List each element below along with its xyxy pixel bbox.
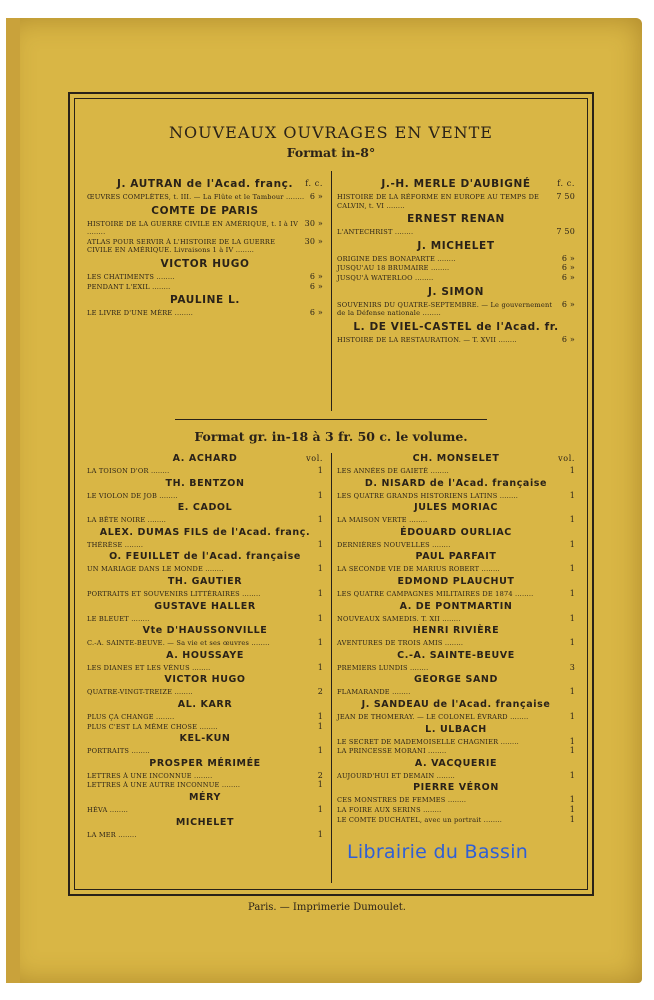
book-title: LES DIANES ET LES VÉNUS ........: [87, 663, 211, 672]
book-entry: [337, 254, 575, 264]
book-title: LA TOISON D'OR ........: [87, 467, 170, 475]
book-price: 6 »: [309, 281, 323, 291]
book-price: 1: [569, 770, 575, 780]
book-entry: [87, 589, 323, 599]
book-price: 1: [317, 466, 323, 475]
book-price: 6 »: [561, 334, 575, 344]
book-price: 1: [317, 662, 323, 672]
book-entry: [87, 564, 323, 574]
book-price: 1: [317, 711, 323, 721]
author-heading: TH. GAUTIER: [167, 575, 243, 587]
column-2: [337, 175, 575, 344]
book-entry: [87, 663, 323, 673]
book-title: LE LIVRE D'UNE MÈRE ........: [87, 309, 194, 318]
book-title: JEAN DE THOMERAY. — LE COLONEL ÉVRARD ........: [337, 712, 529, 721]
book-entry: [337, 712, 575, 722]
author-heading: GEORGE SAND: [414, 674, 498, 686]
author-heading: VICTOR HUGO: [164, 674, 246, 686]
book-entry: [337, 687, 575, 697]
book-title: LE VIOLON DE JOB ........: [87, 491, 178, 500]
author-heading: ÉDOUARD OURLIAC: [400, 526, 512, 538]
book-entry: [337, 227, 575, 237]
book-price: 2: [317, 687, 323, 697]
book-price: 2: [317, 770, 323, 780]
book-entry: [87, 771, 323, 781]
book-title: LE COMTE DUCHATEL, avec un portrait ........: [337, 815, 503, 824]
book-entry: [87, 192, 323, 202]
book-price: 1: [569, 795, 575, 805]
book-title: LES QUATRE CAMPAGNES MILITAIRES DE 1874 ........: [337, 589, 534, 598]
book-title: ATLAS POUR SERVIR À L'HISTOIRE DE LA GUERRE CIVILE EN AMÉRIQUE. Livraisons 1 à IV ........: [87, 237, 276, 255]
book-title: LA PRINCESSE MORANI ........: [337, 747, 447, 756]
book-price: 7 50: [556, 227, 575, 237]
author-heading: MICHELET: [175, 816, 235, 828]
book-price: 1: [569, 466, 575, 475]
book-entry: [87, 237, 323, 255]
book-price: 1: [569, 687, 575, 697]
book-title: LES ANNÉES DE GAIETÉ ........: [337, 467, 449, 475]
author-heading: ERNEST RENAN: [407, 213, 505, 226]
book-title: ORIGINE DES BONAPARTE ........: [337, 254, 456, 263]
book-title: HISTOIRE DE LA RÉFORME EN EUROPE AU TEMPS DE CALVIN, t. VI ........: [337, 193, 540, 210]
book-title: HISTOIRE DE LA GUERRE CIVILE EN AMÉRIQUE, t. I à IV ........: [87, 219, 299, 237]
book-price: 1: [569, 564, 575, 574]
book-price: 6 »: [309, 271, 323, 281]
format-in18-heading: Format gr. in-18 à 3 fr. 50 c. le volume.: [194, 429, 468, 444]
book-entry: [337, 491, 575, 501]
section-divider: [175, 419, 487, 420]
book-title: LETTRES À UNE INCONNUE ........: [87, 771, 213, 780]
book-price: 3: [569, 662, 575, 672]
book-title: JUSQU'À WATERLOO ........: [337, 273, 434, 282]
book-title: HÉVA ........: [87, 805, 129, 814]
book-price: 1: [569, 613, 575, 623]
book-price: 1: [317, 829, 323, 839]
book-entry: [337, 815, 575, 825]
book-entry: [87, 780, 323, 790]
author-heading: L. DE VIEL-CASTEL de l'Acad. fr.: [353, 320, 559, 333]
author-heading: JULES MORIAC: [414, 502, 498, 514]
book-price: 1: [569, 736, 575, 746]
book-entry: [337, 300, 575, 318]
author-heading: CH. MONSELET vol.: [412, 453, 575, 464]
book-price: 1: [317, 721, 323, 731]
book-price: 1: [569, 814, 575, 824]
book-title: PREMIERS LUNDIS ........: [337, 663, 429, 672]
book-price: 7 50: [556, 192, 575, 201]
book-entry: [337, 564, 575, 574]
author-heading: J. SANDEAU de l'Acad. française: [361, 698, 551, 710]
author-heading: Vte D'HAUSSONVILLE: [142, 625, 268, 637]
author-heading: J. SIMON: [428, 285, 484, 298]
book-entry: [87, 614, 323, 624]
book-title: THÉRÈSE ........: [87, 540, 144, 549]
book-price: 6 »: [561, 253, 575, 263]
book-price: 1: [317, 746, 323, 756]
book-title: LE BLEUET ........: [87, 614, 150, 623]
book-entry: [87, 282, 323, 292]
book-entry: [337, 663, 575, 673]
book-entry: [87, 638, 323, 648]
book-title: LA MAISON VERTE ........: [337, 516, 428, 525]
book-title: PORTRAITS ET SOUVENIRS LITTÉRAIRES ........: [87, 589, 261, 598]
book-entry: [87, 219, 323, 237]
book-entry: [337, 746, 575, 756]
book-price: 6 »: [561, 272, 575, 282]
book-price: 1: [569, 588, 575, 598]
book-entry: [337, 589, 575, 599]
price-column-header: vol.: [558, 454, 575, 463]
book-title: PLUS ÇA CHANGE ........: [87, 712, 175, 721]
author-heading: A. DE PONTMARTIN: [399, 600, 513, 612]
author-heading: COMTE DE PARIS: [151, 204, 259, 217]
book-entry: [87, 272, 323, 282]
author-heading: D. NISARD de l'Acad. française: [364, 477, 548, 489]
book-title: UN MARIAGE DANS LE MONDE ........: [87, 565, 224, 574]
author-heading: A. HOUSSAYE: [166, 649, 244, 661]
book-entry: [87, 746, 323, 756]
book-entry: [87, 805, 323, 815]
author-heading: AL. KARR: [177, 698, 233, 710]
author-heading: J. AUTRAN de l'Acad. franç. f. c.: [116, 178, 323, 190]
author-heading: VICTOR HUGO: [160, 257, 250, 270]
book-title: LA MER ........: [87, 830, 137, 839]
author-heading: O. FEUILLET de l'Acad. française: [109, 551, 301, 563]
book-title: CES MONSTRES DE FEMMES ........: [337, 796, 467, 805]
bookseller-watermark: Librairie du Bassin: [347, 841, 529, 863]
book-price: 1: [317, 539, 323, 549]
book-title: HISTOIRE DE LA RESTAURATION. — T. XVII ........: [337, 335, 517, 344]
book-price: 1: [569, 539, 575, 549]
book-title: QUATRE-VINGT-TREIZE ........: [87, 688, 193, 697]
book-entry: [337, 614, 575, 624]
author-heading: PAUL PARFAIT: [415, 551, 497, 563]
book-title: NOUVEAUX SAMEDIS. T. XII ........: [337, 614, 461, 623]
page-title: NOUVEAUX OUVRAGES EN VENTE: [169, 123, 493, 142]
column-divider-top: [331, 171, 332, 411]
author-heading: A. VACQUERIE: [414, 757, 498, 769]
book-entry: [87, 830, 323, 840]
author-heading: J. MICHELET: [417, 239, 495, 252]
author-heading: ALEX. DUMAS FILS de l'Acad. franç.: [99, 526, 311, 538]
author-heading: HENRI RIVIÈRE: [412, 625, 500, 637]
author-heading: L. ULBACH: [425, 723, 487, 735]
book-entry: [87, 308, 323, 318]
book-entry: [337, 263, 575, 273]
book-title: LES QUATRE GRANDS HISTORIENS LATINS ........: [337, 491, 519, 500]
book-price: 1: [317, 638, 323, 648]
book-entry: [87, 466, 323, 476]
book-entry: [337, 795, 575, 805]
book-title: ŒUVRES COMPLÈTES, t. III. — La Flûte et le Tambour ........: [87, 193, 305, 201]
book-entry: [87, 722, 323, 732]
book-title: LA FOIRE AUX SERINS ........: [337, 805, 442, 814]
book-entry: [337, 273, 575, 283]
book-price: 1: [317, 780, 323, 790]
book-price: 6 »: [309, 308, 323, 318]
book-title: PORTRAITS ........: [87, 747, 150, 756]
book-price: 30 »: [304, 218, 323, 228]
book-title: C.-A. SAINTE-BEUVE. — Sa vie et ses œuvres ........: [87, 639, 270, 648]
book-price: 6 »: [561, 263, 575, 273]
book-price: 1: [569, 515, 575, 525]
book-price: 1: [569, 638, 575, 648]
book-title: AUJOURD'HUI ET DEMAIN ........: [337, 771, 455, 780]
column-1: [87, 175, 323, 318]
book-price: 30 »: [304, 236, 323, 246]
book-price: 1: [317, 564, 323, 574]
book-title: DERNIÈRES NOUVELLES ........: [337, 540, 451, 549]
author-heading: EDMOND PLAUCHUT: [397, 575, 515, 587]
book-price: 1: [317, 613, 323, 623]
price-column-header: vol.: [306, 454, 323, 463]
book-title: AVENTURES DE TROIS AMIS ........: [337, 639, 464, 648]
author-heading: PAULINE L.: [170, 294, 240, 307]
book-entry: [337, 515, 575, 525]
author-heading: KEL-KUN: [179, 733, 231, 745]
author-heading: J.-H. MERLE D'AUBIGNÉ f. c.: [381, 178, 575, 190]
book-title: L'ANTECHRIST ........: [337, 228, 414, 237]
book-price: 1: [317, 490, 323, 500]
book-entry: [337, 771, 575, 781]
book-title: FLAMARANDE ........: [337, 688, 411, 697]
book-title: LES CHATIMENTS ........: [87, 272, 175, 281]
author-heading: E. CADOL: [177, 502, 233, 514]
author-heading: TH. BENTZON: [165, 477, 245, 489]
book-entry: [337, 805, 575, 815]
book-entry: [87, 712, 323, 722]
format-in8-heading: Format in-8°: [286, 145, 376, 160]
book-title: LE SECRET DE MADEMOISELLE CHAGNIER ........: [337, 737, 519, 746]
author-heading: PIERRE VÉRON: [413, 782, 499, 794]
book-entry: [87, 687, 323, 697]
book-price: 1: [317, 515, 323, 525]
book-title: JUSQU'AU 18 BRUMAIRE ........: [337, 264, 450, 273]
price-column-header: f. c.: [557, 179, 575, 188]
price-column-header: f. c.: [305, 179, 323, 188]
book-price: 1: [569, 490, 575, 500]
author-heading: A. ACHARD vol.: [172, 453, 323, 464]
author-heading: MÉRY: [188, 791, 222, 803]
book-title: LA BÊTE NOIRE ........: [87, 516, 167, 525]
book-entry: [337, 540, 575, 550]
advert-frame: [68, 92, 594, 896]
book-title: SOUVENIRS DU QUATRE-SEPTEMBRE. — Le gouvernement de la Défense nationale ........: [337, 300, 553, 318]
author-heading: PROSPER MÉRIMÉE: [149, 757, 261, 769]
author-heading: C.-A. SAINTE-BEUVE: [397, 649, 515, 661]
book-title: PENDANT L'EXIL ........: [87, 282, 171, 291]
book-entry: [337, 192, 575, 210]
book-title: PLUS C'EST LA MÊME CHOSE ........: [87, 722, 218, 731]
printer-footer: Paris. — Imprimerie Dumoulet.: [248, 902, 406, 913]
book-price: 1: [317, 588, 323, 598]
inner-frame: [74, 98, 588, 890]
column-4: [337, 451, 575, 824]
book-title: LA SECONDE VIE DE MARIUS ROBERT ........: [337, 565, 500, 574]
column-divider-bottom: [331, 453, 332, 883]
book-entry: [337, 335, 575, 345]
book-title: LETTRES À UNE AUTRE INCONNUE ........: [87, 781, 241, 790]
book-entry: [87, 515, 323, 525]
book-entry: [337, 638, 575, 648]
book-entry: [337, 466, 575, 476]
book-entry: [87, 491, 323, 501]
book-price: 1: [317, 804, 323, 814]
author-heading: GUSTAVE HALLER: [154, 600, 256, 612]
book-entry: [337, 737, 575, 747]
book-price: 6 »: [309, 192, 323, 201]
book-price: 1: [569, 804, 575, 814]
book-price: 6 »: [561, 299, 575, 309]
column-3: [87, 451, 323, 839]
book-price: 1: [569, 746, 575, 756]
book-entry: [87, 540, 323, 550]
book-price: 1: [569, 711, 575, 721]
